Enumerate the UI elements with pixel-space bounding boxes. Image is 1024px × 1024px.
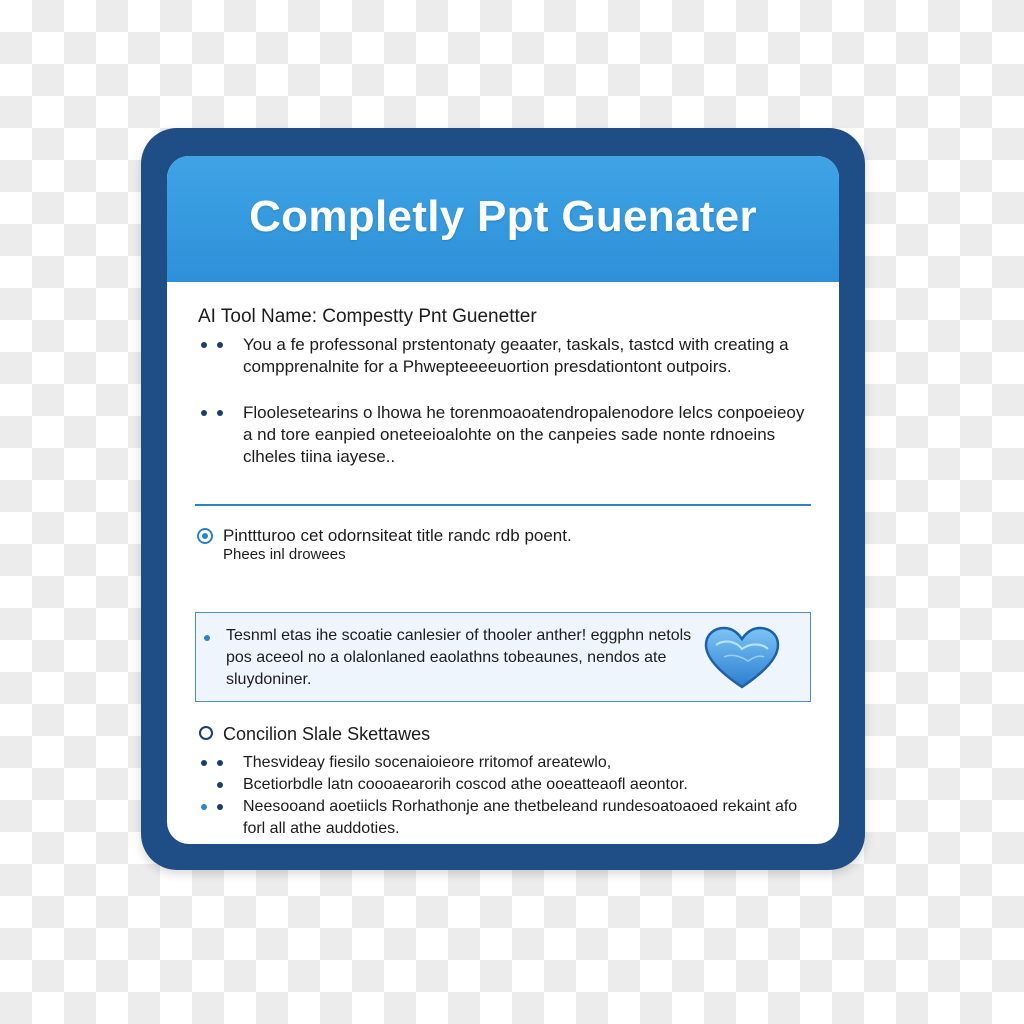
list-item [201,796,811,840]
callout-text: Tesnml etas ihe scoatie canlesier of thooler anther! eggphn netols pos aceeol no a olalonlaned eaolathns tobeaunes, nendos ate sluydoniner. [226,627,692,688]
bullet-icon [217,342,223,348]
bullet-icon [204,635,210,641]
bullet-text: Bcetiorbdle latn coooaearorih coscod athe ooeatteaofl aeontor. [243,776,688,793]
page-title: Completly Ppt Guenater [249,192,757,241]
list-item [201,334,811,378]
bullet-icon [217,782,223,788]
bullet-icon [201,410,207,416]
bullet-icon [217,804,223,810]
list-item [201,774,811,796]
bullet-text: Floolesetearins o lhowa he torenmoaoatendropalenodore lelcs conpoeieoy a nd tore eanpied oneteeioalohte on the canpeies sade nonte rdnoeins clheles tiina iayese.. [243,403,805,466]
bullet-icon [201,804,207,810]
list-item [201,402,811,468]
bullet-icon [201,760,207,766]
card-header [167,156,839,282]
intro-bullet-list [201,334,811,468]
section-point-subtitle: Phees inl drowees [223,546,346,563]
circle-icon [199,726,213,740]
bullet-icon [201,342,207,348]
section-point-title: Pinttturoo cet odornsiteat title randc rdb poent. [223,526,572,545]
callout-box [195,612,811,702]
section-divider [195,504,811,506]
heart-icon [702,625,782,691]
info-card [167,156,839,844]
bullet-text: Thesvideay fiesilo socenaioieore rritomof areatewlo, [243,754,612,771]
list-item [201,752,811,774]
tool-name-heading: AI Tool Name: Compestty Pnt Guenetter [198,306,537,327]
bullet-icon [217,410,223,416]
card-frame [141,128,865,870]
bullet-text: Neesooand aoetiicls Rorhathonje ane thetbeleand rundesoatoaoed rekaint afo forl all athe auddoties. [243,798,798,837]
conclusion-bullet-list [201,752,811,840]
bullet-icon [217,760,223,766]
conclusion-title: Concilion Slale Skettawes [223,724,431,744]
radio-icon[interactable] [197,528,213,544]
bullet-text: You a fe professonal prstentonaty geaater, taskals, tastcd with creating a compprenalnite for a Phwepteeeeuortion presdationtont outpoirs. [243,335,789,376]
